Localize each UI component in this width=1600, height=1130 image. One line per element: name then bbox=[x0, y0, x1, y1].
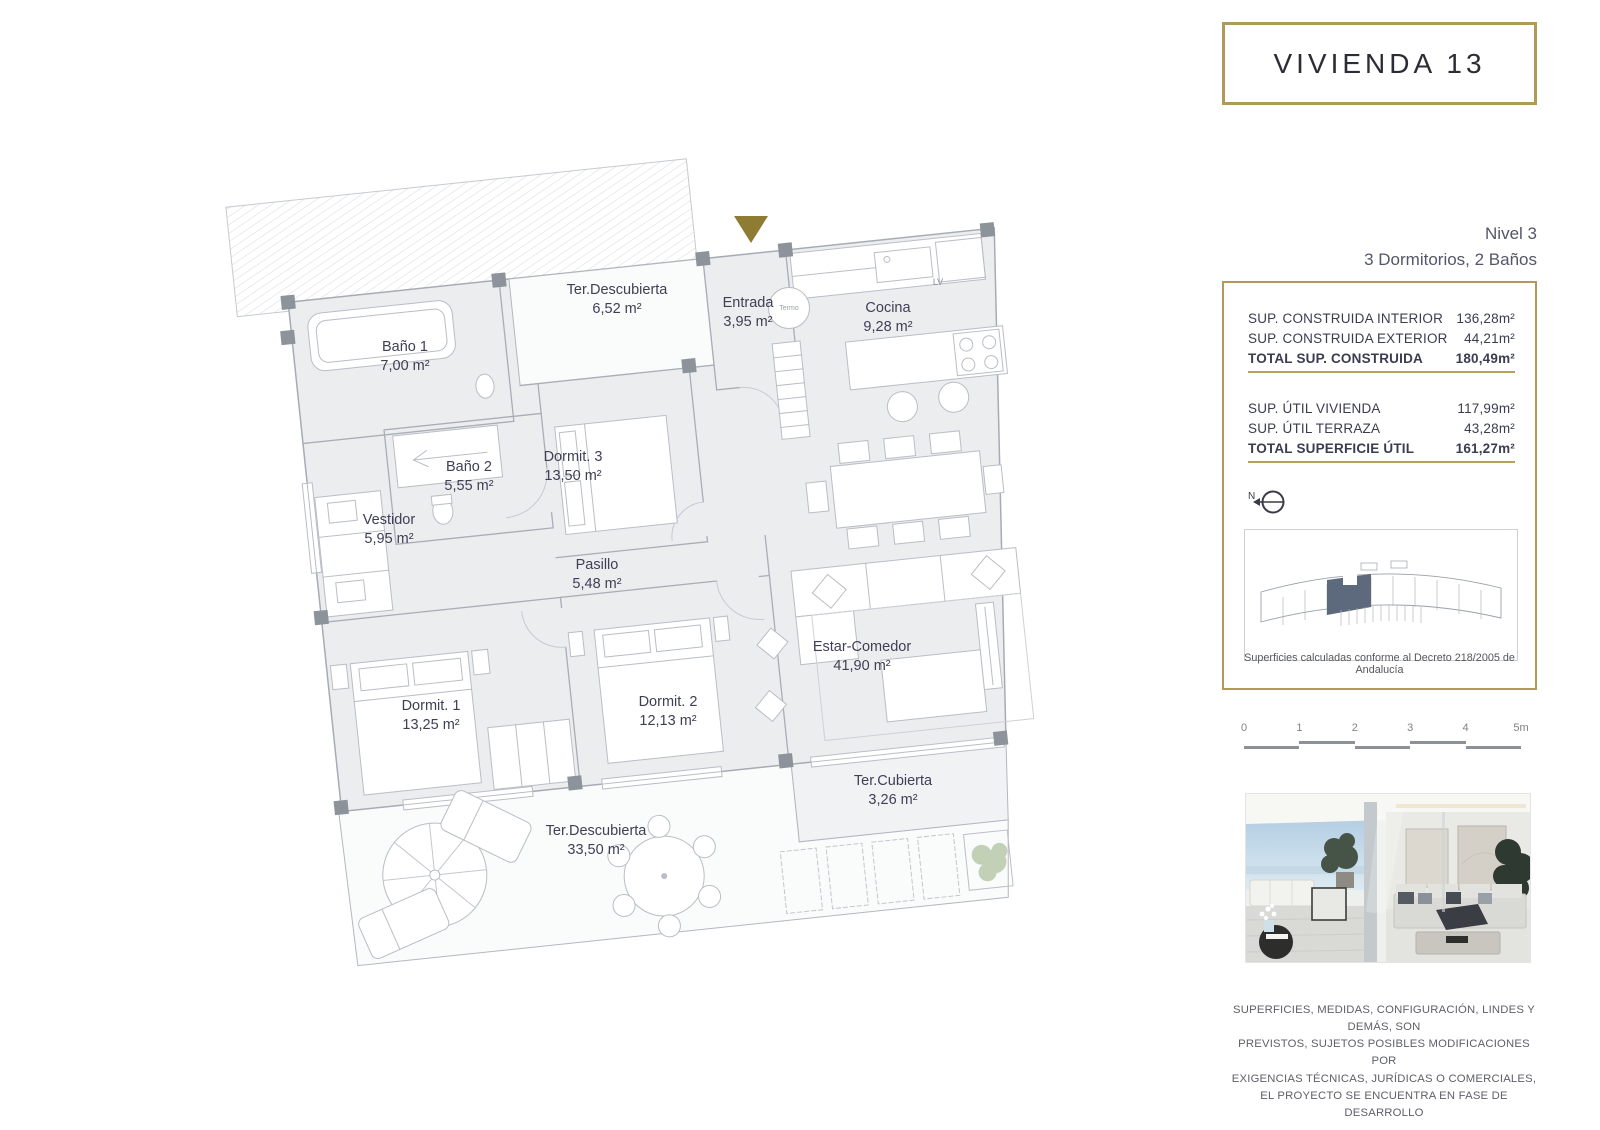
disclaimer bbox=[1226, 1002, 1542, 1122]
dishwasher-label: LV bbox=[932, 277, 944, 287]
room-name: Dormit. 2 bbox=[638, 693, 698, 710]
unit-title: VIVIENDA 13 bbox=[1273, 47, 1486, 79]
surfaces-caption: Superficies calculadas conforme al Decreto 218/2005 de Andalucía bbox=[1244, 652, 1515, 676]
floor-plan-drawing bbox=[150, 120, 1110, 1020]
surface-row: SUP. CONSTRUIDA EXTERIOR 44,21m² bbox=[1248, 331, 1515, 346]
room-label bbox=[380, 338, 429, 376]
room-name: Estar-Comedor bbox=[812, 638, 912, 655]
surface-row: SUP. CONSTRUIDA INTERIOR 136,28m² bbox=[1248, 311, 1515, 326]
room-area: 41,90 m² bbox=[833, 658, 891, 674]
surfaces-table bbox=[1248, 311, 1515, 463]
disclaimer-line: SUPERFICIES, MEDIDAS, CONFIGURACIÓN, LINDES Y DEMÁS, SON bbox=[1233, 1004, 1535, 1034]
room-name: Dormit. 3 bbox=[543, 448, 603, 465]
room-name: Ter.Cubierta bbox=[853, 772, 933, 789]
room-name: Baño 2 bbox=[446, 458, 492, 475]
room-label bbox=[723, 294, 774, 332]
room-label bbox=[363, 511, 415, 549]
room-name: Entrada bbox=[722, 294, 774, 311]
room-area: 6,52 m² bbox=[592, 301, 642, 317]
room-label bbox=[863, 299, 912, 337]
level-line: 3 Dormitorios, 2 Baños bbox=[1364, 249, 1537, 269]
room-area: 7,00 m² bbox=[380, 358, 430, 374]
room-label bbox=[854, 772, 932, 810]
room-area: 13,50 m² bbox=[544, 468, 602, 484]
disclaimer-line: EL PROYECTO SE ENCUENTRA EN FASE DE DESARROLLO bbox=[1260, 1089, 1508, 1119]
room-area: 5,48 m² bbox=[572, 576, 622, 592]
room-name: Vestidor bbox=[362, 511, 416, 528]
scale-bar-track bbox=[1244, 741, 1521, 749]
room-area: 5,55 m² bbox=[444, 478, 494, 494]
room-name: Ter.Descubierta bbox=[566, 281, 668, 298]
disclaimer-line: PREVISTOS, SUJETOS POSIBLES MODIFICACIONES POR bbox=[1238, 1038, 1530, 1068]
surfaces-box bbox=[1222, 281, 1537, 690]
surface-row-total: TOTAL SUP. CONSTRUIDA 180,49m² bbox=[1248, 351, 1515, 366]
termo-label: Termo bbox=[779, 304, 799, 312]
entrance-marker-icon bbox=[734, 216, 768, 243]
interior-render-photo bbox=[1245, 793, 1531, 963]
room-label bbox=[402, 697, 461, 735]
level-line: Nivel 3 bbox=[1485, 224, 1537, 243]
room-label bbox=[546, 822, 647, 860]
room-label bbox=[567, 281, 668, 319]
room-name: Pasillo bbox=[575, 556, 619, 573]
site-plan-thumbnail bbox=[1244, 529, 1518, 661]
gold-divider bbox=[1248, 461, 1515, 463]
unit-title-box bbox=[1222, 22, 1537, 105]
room-name: Dormit. 1 bbox=[401, 697, 461, 714]
room-area: 9,28 m² bbox=[863, 319, 913, 335]
room-label bbox=[639, 693, 698, 731]
scale-tick: 4 bbox=[1462, 722, 1469, 734]
room-label bbox=[444, 458, 493, 496]
level-info bbox=[1364, 221, 1537, 272]
room-name: Ter.Descubierta bbox=[545, 822, 647, 839]
scale-tick: 2 bbox=[1351, 722, 1358, 734]
room-area: 3,95 m² bbox=[723, 314, 773, 330]
termo-unit bbox=[768, 287, 810, 329]
disclaimer-line: EXIGENCIAS TÉCNICAS, JURÍDICAS O COMERCIALES, bbox=[1231, 1072, 1537, 1085]
scale-tick: 1 bbox=[1296, 722, 1303, 734]
room-area: 5,95 m² bbox=[364, 531, 414, 547]
surface-row: SUP. ÚTIL VIVIENDA 117,99m² bbox=[1248, 401, 1515, 416]
room-label bbox=[813, 638, 911, 676]
room-name: Baño 1 bbox=[382, 338, 428, 355]
scale-tick: 5m bbox=[1513, 722, 1529, 734]
surface-row: SUP. ÚTIL TERRAZA 43,28m² bbox=[1248, 421, 1515, 436]
room-area: 13,25 m² bbox=[402, 717, 460, 733]
room-area: 33,50 m² bbox=[567, 842, 625, 858]
room-label bbox=[544, 448, 603, 486]
surface-row-total: TOTAL SUPERFICIE ÚTIL 161,27m² bbox=[1248, 441, 1515, 456]
room-name: Cocina bbox=[865, 299, 911, 316]
room-area: 12,13 m² bbox=[639, 713, 697, 729]
room-area: 3,26 m² bbox=[868, 792, 918, 808]
scale-bar bbox=[1240, 722, 1529, 756]
svg-text:N: N bbox=[1248, 491, 1256, 502]
north-icon bbox=[1246, 487, 1292, 522]
room-label bbox=[572, 556, 621, 594]
scale-tick: 0 bbox=[1240, 722, 1248, 734]
scale-tick: 3 bbox=[1407, 722, 1414, 734]
